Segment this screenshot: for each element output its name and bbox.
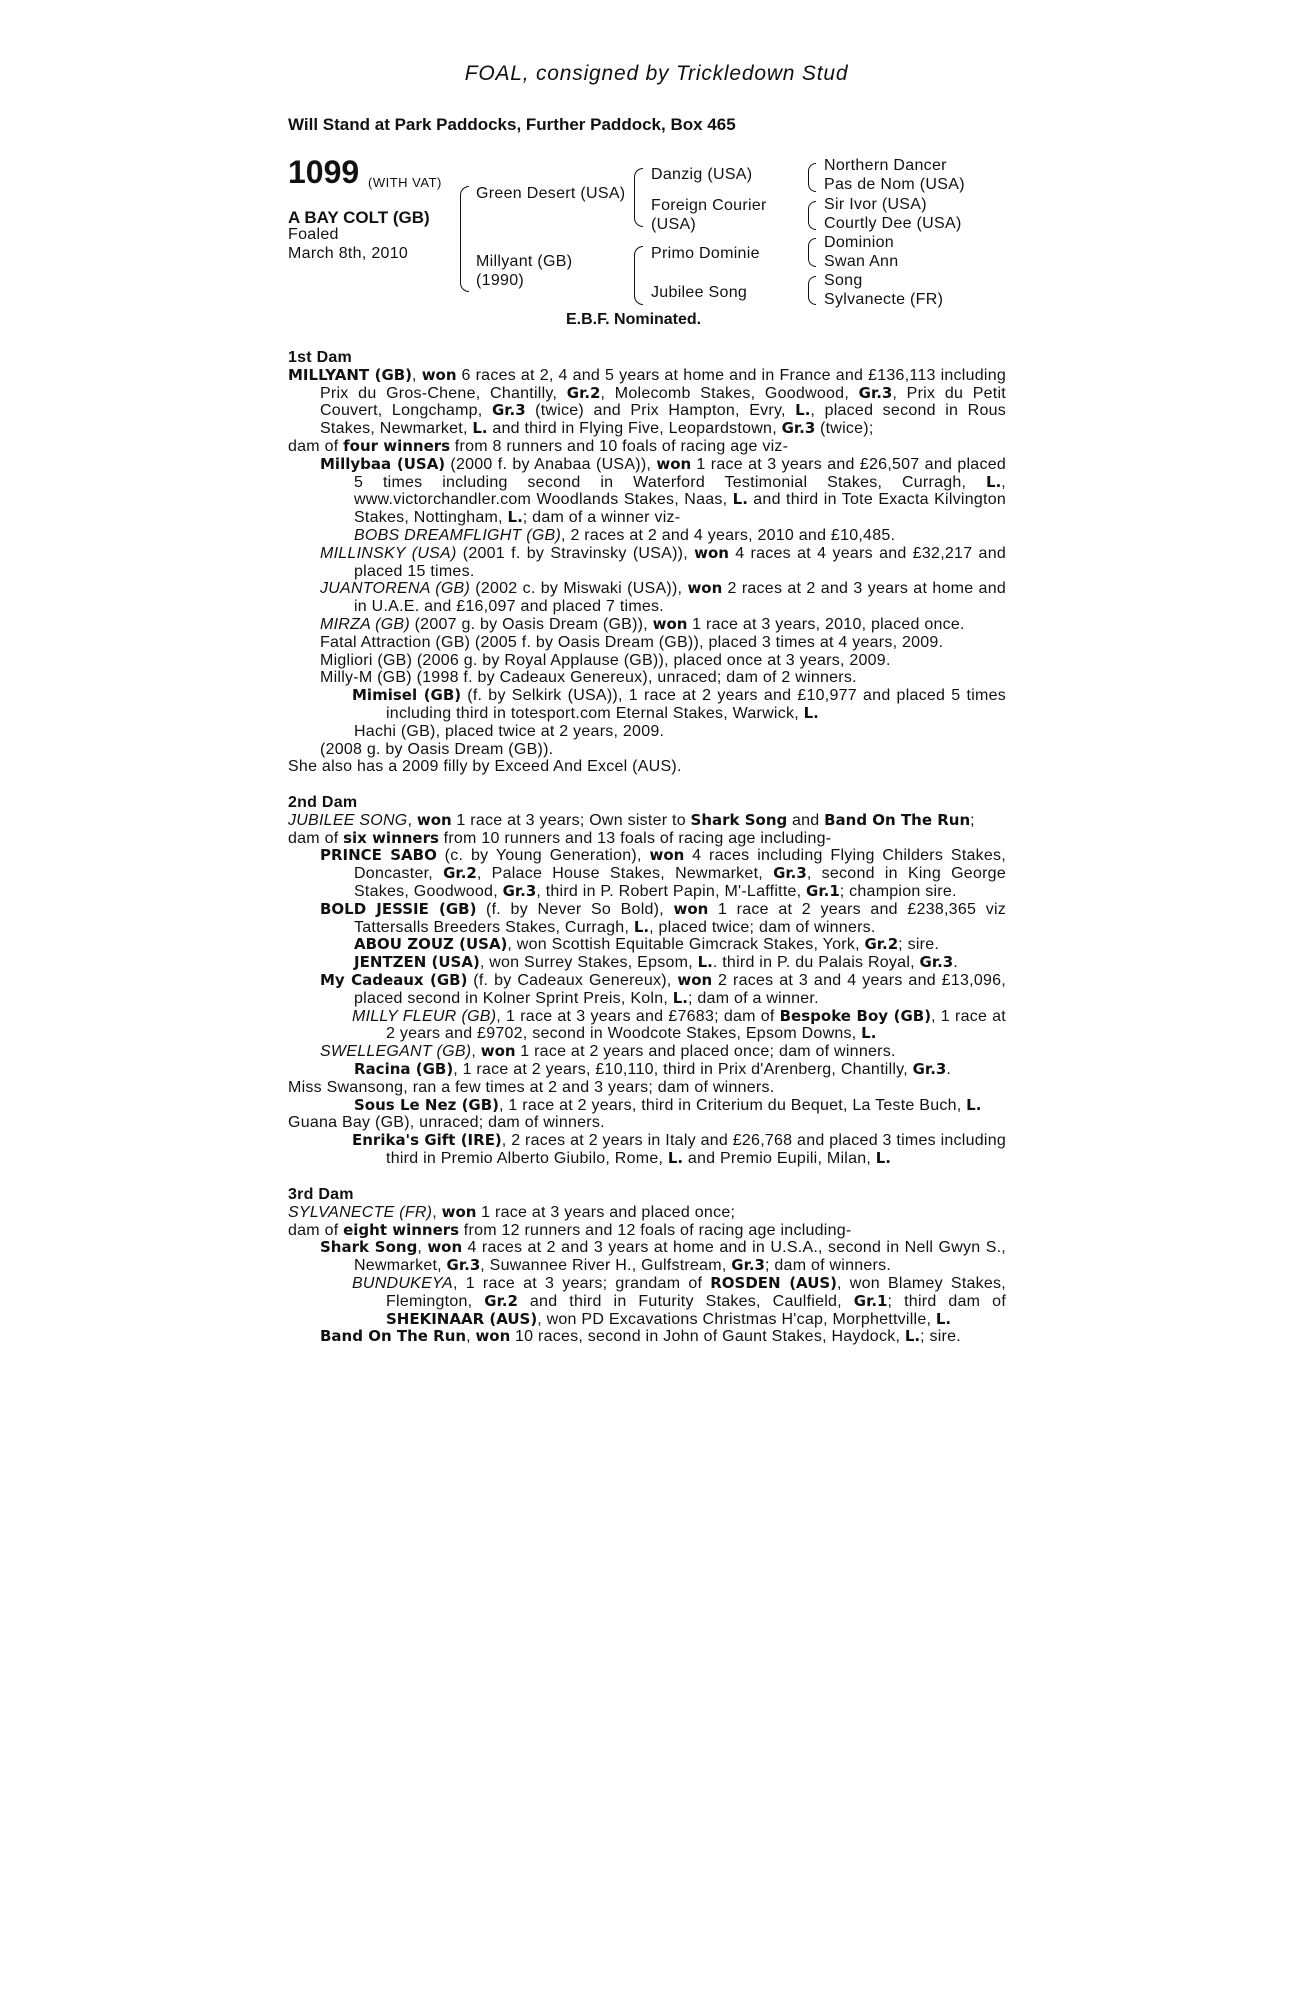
dam-entry: SYLVANECTE (FR), won 1 race at 3 years and placed once; (288, 1202, 736, 1221)
dam-entry: Racina (GB), 1 race at 2 years, £10,110, third in Prix d'Arenberg, Chantilly, Gr.3. (354, 1059, 952, 1078)
pedigree-brace (808, 238, 816, 267)
pedigree-dam-dam: Jubilee Song (651, 284, 748, 301)
pedigree-dam-sire: Primo Dominie (651, 245, 760, 262)
dam-entry: MILLINSKY (USA) (2001 f. by Stravinsky (USA)), won 4 races at 4 years and £32,217 and placed 15 times. (320, 543, 1006, 580)
dam-entry: Milly-M (GB) (1998 f. by Cadeaux Genereux), unraced; dam of 2 winners. (320, 669, 857, 687)
first-dam-title: 1st Dam (288, 349, 352, 366)
pedigree-g8: Sylvanecte (FR) (824, 291, 944, 308)
lot-description: A BAY COLT (GB) (288, 208, 430, 227)
dam-entry: JUBILEE SONG, won 1 race at 3 years; Own sister to Shark Song and Band On The Run; (288, 810, 975, 829)
pedigree-g3: Sir Ivor (USA) (824, 196, 927, 213)
pedigree-g1: Northern Dancer (824, 157, 947, 174)
pedigree-g6: Swan Ann (824, 253, 899, 270)
dam-entry: JENTZEN (USA), won Surrey Stakes, Epsom, L.. third in P. du Palais Royal, Gr.3. (354, 953, 958, 972)
dam-entry: BOLD JESSIE (GB) (f. by Never So Bold), won 1 race at 2 years and £238,365 viz Tattersalls Breeders Stakes, Curragh, L., placed twice; dam of winners. (320, 899, 1006, 936)
dam-entry: Miss Swansong, ran a few times at 2 and 3 years; dam of winners. (288, 1078, 775, 1096)
first-dam-section (288, 349, 1006, 776)
pedigree-g2: Pas de Nom (USA) (824, 176, 965, 193)
pedigree-brace (808, 201, 816, 230)
ebf-note: E.B.F. Nominated. (566, 311, 702, 328)
vat-note: (WITH VAT) (368, 175, 442, 190)
stand-location: Will Stand at Park Paddocks, Further Paddock, Box 465 (288, 115, 736, 134)
foaled-date: March 8th, 2010 (288, 245, 409, 262)
pedigree-sire: Green Desert (USA) (476, 185, 626, 202)
pedigree-sire-dam-country: (USA) (651, 216, 697, 233)
dam-entry: SWELLEGANT (GB), won 1 race at 2 years and placed once; dam of winners. (320, 1042, 896, 1061)
second-dam-title: 2nd Dam (288, 794, 358, 811)
dam-entry: Migliori (GB) (2006 g. by Royal Applause (GB)), placed once at 3 years, 2009. (320, 651, 891, 669)
dam-entry: ABOU ZOUZ (USA), won Scottish Equitable Gimcrack Stakes, York, Gr.2; sire. (354, 935, 940, 954)
dam-entry: (2008 g. by Oasis Dream (GB)). (320, 740, 554, 758)
dam-entry: dam of four winners from 8 runners and 10 foals of racing age viz- (288, 436, 789, 455)
second-dam-section (288, 794, 1006, 1168)
dam-entry: My Cadeaux (GB) (f. by Cadeaux Genereux), won 2 races at 3 and 4 years and £13,096, placed second in Kolner Sprint Preis, Koln, L.; dam of a winner. (320, 970, 1006, 1007)
dam-entry: Sous Le Nez (GB), 1 race at 2 years, third in Criterium du Bequet, La Teste Buch, L. (354, 1095, 982, 1114)
dam-entry: Shark Song, won 4 races at 2 and 3 years at home and in U.S.A., second in Nell Gwyn S., Newmarket, Gr.3, Suwannee River H., Gulfstream, Gr.3; dam of winners. (320, 1238, 1007, 1275)
dam-entry: MILLY FLEUR (GB), 1 race at 3 years and £7683; dam of Bespoke Boy (GB), 1 race at 2 years and £9702, second in Woodcote Stakes, Epsom Downs, L. (352, 1006, 1006, 1043)
pedigree-sire-dam: Foreign Courier (651, 197, 767, 214)
dam-entry: PRINCE SABO (c. by Young Generation), won 4 races including Flying Childers Stakes, Doncaster, Gr.2, Palace House Stakes, Newmarket, Gr.3, second in King George Stakes, Goodwood, Gr.3, third in P. Robert Papin, M'-Laffitte, Gr.1; champion sire. (320, 846, 1006, 900)
dam-entry: dam of six winners from 10 runners and 13 foals of racing age including- (288, 828, 832, 847)
foaled-label: Foaled (288, 226, 339, 243)
pedigree-g7: Song (824, 272, 863, 289)
dam-entry: Mimisel (GB) (f. by Selkirk (USA)), 1 race at 2 years and £10,977 and placed 5 times including third in totesport.com Eternal Stakes, Warwick, L. (352, 686, 1006, 722)
dam-entry: MILLYANT (GB), won 6 races at 2, 4 and 5 years at home and in France and £136,113 including Prix du Gros-Chene, Chantilly, Gr.2, Molecomb Stakes, Goodwood, Gr.3, Prix du Petit Couvert, Longchamp, Gr.3 (twice) and Prix Hampton, Evry, L., placed second in Rous Stakes, Newmarket, L. and third in Flying Five, Leopardstown, Gr.3 (twice); (288, 365, 1007, 438)
dam-entry: Millybaa (USA) (2000 f. by Anabaa (USA)), won 1 race at 3 years and £26,507 and placed 5 times including second in Waterford Testimonial Stakes, Curragh, L., www.victorchandler.com Woodlands Stakes, Naas, L. and third in Tote Exacta Kilvington Stakes, Nottingham, L.; dam of a winner viz- (320, 454, 1006, 527)
lot-number: 1099 (288, 154, 360, 190)
dam-entry: Guana Bay (GB), unraced; dam of winners. (288, 1114, 605, 1132)
pedigree-sire-sire: Danzig (USA) (651, 166, 753, 183)
dam-entry: Hachi (GB), placed twice at 2 years, 2009. (354, 722, 665, 740)
pedigree-brace (634, 246, 643, 305)
pedigree-brace (808, 163, 816, 192)
dam-entry: dam of eight winners from 12 runners and 12 foals of racing age including- (288, 1220, 852, 1239)
dam-entry: Band On The Run, won 10 races, second in John of Gaunt Stakes, Haydock, L.; sire. (320, 1327, 961, 1346)
dam-entry: JUANTORENA (GB) (2002 c. by Miswaki (USA)), won 2 races at 2 and 3 years at home and in U.A.E. and £16,097 and placed 7 times. (320, 579, 1007, 616)
pedigree-dam: Millyant (GB) (476, 253, 573, 270)
pedigree-g4: Courtly Dee (USA) (824, 215, 962, 232)
consignor-heading: FOAL, consigned by Trickledown Stud (464, 62, 849, 85)
dam-entry: MIRZA (GB) (2007 g. by Oasis Dream (GB)), won 1 race at 3 years, 2010, placed once. (320, 614, 965, 633)
pedigree-brace (460, 186, 469, 292)
dam-entry: BOBS DREAMFLIGHT (GB), 2 races at 2 and 4 years, 2010 and £10,485. (354, 526, 896, 544)
dam-entry: She also has a 2009 filly by Exceed And Excel (AUS). (288, 758, 682, 776)
third-dam-title: 3rd Dam (288, 1186, 354, 1203)
pedigree-g5: Dominion (824, 234, 894, 251)
dam-entry: Enrika's Gift (IRE), 2 races at 2 years in Italy and £26,768 and placed 3 times including third in Premio Alberto Giubilo, Rome, L. and Premio Eupili, Milan, L. (352, 1131, 1006, 1167)
dam-entry: Fatal Attraction (GB) (2005 f. by Oasis Dream (GB)), placed 3 times at 4 years, 2009. (320, 633, 944, 651)
dam-entry: BUNDUKEYA, 1 race at 3 years; grandam of ROSDEN (AUS), won Blamey Stakes, Flemington, Gr.2 and third in Futurity Stakes, Caulfield, Gr.1; third dam of SHEKINAAR (AUS), won PD Excavations Christmas H'cap, Morphettville, L. (352, 1273, 1007, 1328)
pedigree-brace (808, 276, 816, 305)
pedigree-dam-year: (1990) (476, 272, 525, 289)
pedigree-brace (634, 168, 643, 227)
third-dam-section (288, 1186, 1006, 1346)
